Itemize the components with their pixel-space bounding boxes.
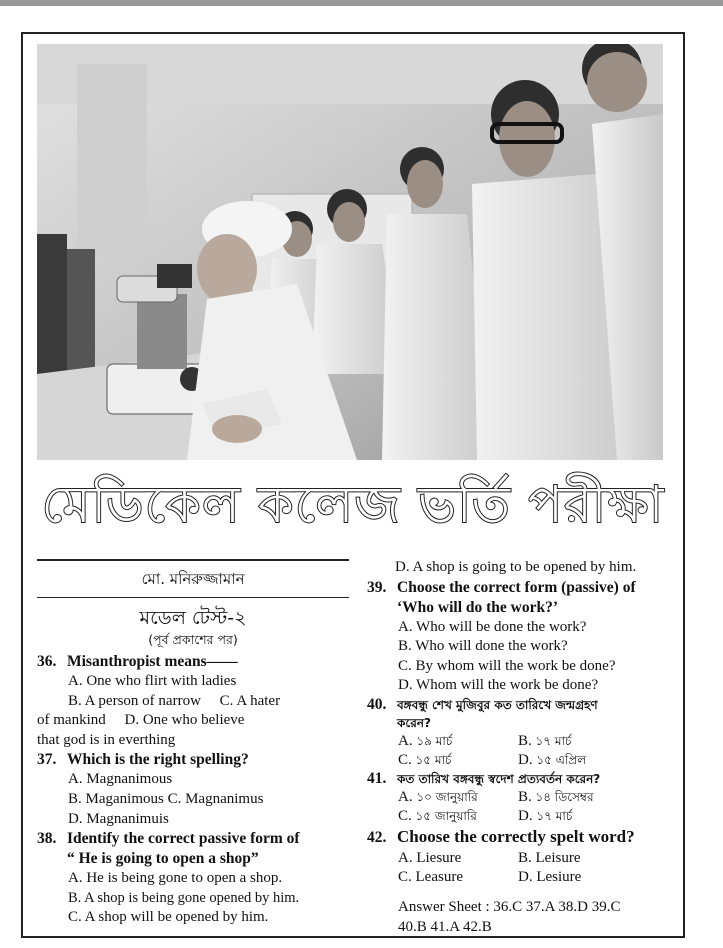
question-text-line2 [367, 598, 673, 618]
option-a: A. ১৯ মার্চ [398, 732, 453, 749]
option-c: C. Leasure [398, 868, 463, 885]
question-40 [367, 696, 673, 714]
question-text: বঙ্গবন্ধু শেখ মুজিবুর কত তারিখে জন্মগ্রহণ [397, 697, 598, 712]
option-b: B. Leisure [518, 849, 581, 866]
question-39 [367, 578, 673, 598]
divider [37, 597, 349, 599]
headline: মেডিকেল কলেজ ভর্তি পরীক্ষা [41, 476, 665, 535]
question-text: করেন? [397, 715, 431, 730]
option-line: B. Who will done the work? [398, 638, 568, 655]
options-grid [367, 849, 673, 887]
option-line: B. Maganimous C. Magnanimus [68, 790, 264, 807]
options-grid [367, 732, 673, 770]
question-text: Misanthropist means—— [67, 653, 238, 670]
article-frame [21, 32, 685, 938]
option-c: C. ১৫ জানুয়ারি [398, 807, 477, 824]
question-38 [37, 829, 349, 849]
options-grid [367, 788, 673, 826]
question-text: Choose the correctly spelt word? [397, 826, 635, 846]
option-a: A. ১০ জানুয়ারি [398, 788, 478, 805]
model-test-title: মডেল টেস্ট-২ [139, 607, 247, 629]
option-d: D. ১৫ এপ্রিল [518, 751, 587, 768]
answer-sheet [367, 897, 673, 937]
answer-sheet-line: 40.B 41.A 42.B [398, 918, 492, 935]
question-number: 36. [37, 653, 57, 670]
option-d: D. ১৭ মার্চ [518, 807, 573, 824]
option-line: D. Whom will the work be done? [398, 677, 599, 694]
question-text: কত তারিখ বঙ্গবন্ধু স্বদেশ প্রত্যবর্তন করেন? [397, 771, 601, 786]
question-text: Which is the right spelling? [67, 751, 249, 769]
question-number: 42. [367, 828, 387, 846]
author-name: মো. মনিরুজ্জামান [141, 569, 245, 588]
option-line: A. Magnanimous [68, 771, 173, 788]
lab-photo [37, 44, 663, 460]
question-42 [367, 826, 673, 849]
option-line: A. One who flirt with ladies [68, 673, 237, 689]
option-d: D. Lesiure [518, 868, 582, 885]
option-line: D. Magnanimuis [68, 810, 169, 827]
question-number: 40. [367, 695, 387, 713]
option-line: D. A shop is going to be opened by him. [395, 559, 637, 575]
lab-photo-illustration [37, 44, 663, 460]
question-number: 41. [367, 769, 387, 787]
right-column [367, 558, 673, 937]
option-line: B. A shop is being gone opened by him. [68, 889, 300, 906]
question-text: Choose the correct form (passive) of [397, 578, 636, 596]
option-a: A. Liesure [398, 849, 462, 866]
option-line: A. Who will be done the work? [398, 618, 587, 635]
option-line: of mankind D. One who believe [37, 712, 245, 729]
answer-sheet-line: Answer Sheet : 36.C 37.A 38.D 39.C [398, 898, 621, 915]
left-column [37, 559, 349, 928]
option-line: that god is in everthing [37, 731, 176, 748]
option-line: C. By whom will the work be done? [398, 657, 616, 674]
question-number: 37. [37, 751, 57, 769]
question-text: “ He is going to open a shop” [67, 850, 259, 868]
question-number: 38. [37, 830, 57, 848]
top-rule [0, 0, 723, 6]
option-c: C. ১৫ মার্চ [398, 751, 452, 768]
option-line: A. He is being gone to open a shop. [68, 870, 283, 887]
question-36 [37, 652, 349, 672]
question-number: 39. [367, 578, 387, 596]
question-41 [367, 770, 673, 788]
continued-note: (পূর্ব প্রকাশের পর) [148, 632, 238, 647]
question-37 [37, 750, 349, 770]
option-line: B. A person of narrow C. A hater [68, 692, 281, 709]
question-text-line2 [367, 714, 673, 732]
option-line: C. A shop will be opened by him. [68, 909, 269, 926]
question-text: Identify the correct passive form of [67, 830, 300, 848]
option-b: B. ১৭ মার্চ [518, 732, 572, 749]
question-text: ‘Who will do the work?’ [397, 598, 559, 616]
question-text-line2 [37, 849, 349, 869]
option-b: B. ১৪ ডিসেম্বর [518, 788, 594, 805]
